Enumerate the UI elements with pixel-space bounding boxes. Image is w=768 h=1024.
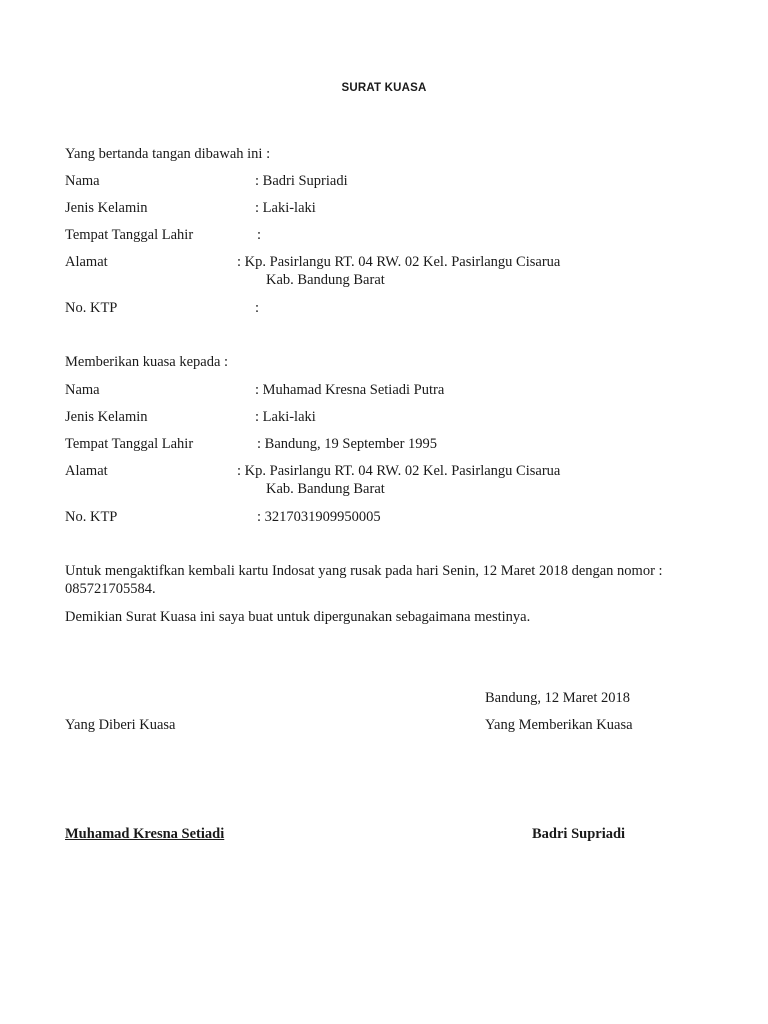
grantor-ktp-value: : [255, 300, 260, 316]
grantee-signature-name: Muhamad Kresna Setiadi [65, 826, 225, 842]
grantor-alamat-line2: Kab. Bandung Barat [266, 272, 385, 288]
grantee-nama-value: : Muhamad Kresna Setiadi Putra [255, 382, 445, 398]
grantor-alamat-label: Alamat [65, 254, 108, 270]
grantee-jk-label: Jenis Kelamin [65, 409, 148, 425]
grantor-sign-label: Yang Memberikan Kuasa [485, 717, 633, 733]
grantor-jk-label: Jenis Kelamin [65, 200, 148, 216]
grantee-sign-label: Yang Diberi Kuasa [65, 717, 176, 733]
grantee-alamat-line2: Kab. Bandung Barat [266, 481, 385, 497]
grantee-alamat-line1: : Kp. Pasirlangu RT. 04 RW. 02 Kel. Pasirlangu Cisarua [237, 463, 561, 479]
grantor-alamat-line1: : Kp. Pasirlangu RT. 04 RW. 02 Kel. Pasirlangu Cisarua [237, 254, 561, 270]
grantor-intro: Yang bertanda tangan dibawah ini : [65, 146, 271, 162]
grantee-ktp-label: No. KTP [65, 509, 118, 525]
purpose-line1: Untuk mengaktifkan kembali kartu Indosat yang rusak pada hari Senin, 12 Maret 2018 dengan nomor : [65, 563, 663, 579]
purpose-line2: 085721705584. [65, 581, 156, 597]
grantor-ttl-label: Tempat Tanggal Lahir [65, 227, 194, 243]
grantee-ktp-value: : 3217031909950005 [257, 509, 381, 525]
grantee-jk-value: : Laki-laki [255, 409, 316, 425]
grantee-ttl-value: : Bandung, 19 September 1995 [257, 436, 438, 452]
grantor-nama-value: : Badri Supriadi [255, 173, 348, 189]
closing-statement: Demikian Surat Kuasa ini saya buat untuk dipergunakan sebagaimana mestinya. [65, 609, 531, 625]
grantee-nama-label: Nama [65, 382, 100, 398]
grantee-intro: Memberikan kuasa kepada : [65, 354, 229, 370]
grantor-jk-value: : Laki-laki [255, 200, 316, 216]
grantor-ktp-label: No. KTP [65, 300, 118, 316]
grantor-ttl-value: : [257, 227, 262, 243]
grantee-alamat-label: Alamat [65, 463, 108, 479]
grantor-nama-label: Nama [65, 173, 100, 189]
grantor-signature-name: Badri Supriadi [532, 826, 626, 842]
grantee-ttl-label: Tempat Tanggal Lahir [65, 436, 194, 452]
document-title: SURAT KUASA [341, 82, 427, 94]
place-date: Bandung, 12 Maret 2018 [485, 690, 630, 706]
